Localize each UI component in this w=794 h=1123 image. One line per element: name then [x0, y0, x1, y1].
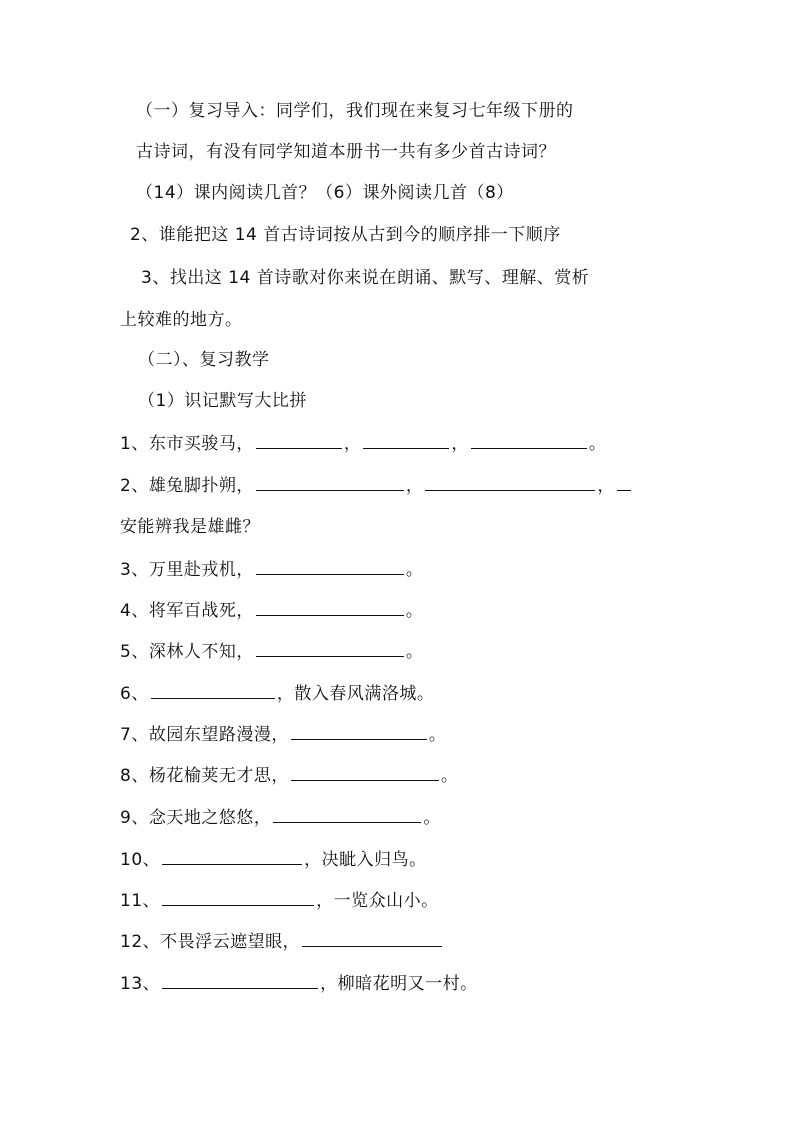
item-10 — [120, 848, 427, 871]
item-9-end: 。 — [423, 808, 441, 828]
intro-line-3: （14）课内阅读几首？（6）课外阅读几首（8） — [136, 183, 514, 203]
item-7 — [120, 723, 446, 746]
item-3 — [120, 558, 423, 581]
item-2-prompt: 2、雄兔脚扑朔， — [120, 476, 254, 496]
item-7-prompt: 7、故园东望路漫漫， — [120, 725, 289, 745]
answer-blank[interactable] — [425, 474, 595, 491]
item-13-post: ，柳暗花明又一村。 — [320, 974, 478, 994]
item-9 — [120, 806, 441, 829]
item-11 — [120, 889, 439, 912]
answer-blank[interactable] — [363, 432, 449, 449]
item-1-prompt: 1、东市买骏马， — [120, 434, 254, 454]
item-12-prompt: 12、不畏浮云遮望眼， — [120, 932, 301, 952]
section-subtitle: （1）识记默写大比拼 — [138, 391, 307, 411]
item-2 — [120, 474, 633, 497]
answer-blank[interactable] — [302, 930, 442, 947]
item-13-prompt: 13、 — [120, 974, 161, 994]
answer-blank[interactable] — [151, 682, 275, 699]
item-11-prompt: 11、 — [120, 891, 161, 911]
item-1-sep-2: ， — [451, 434, 469, 454]
item-4 — [120, 599, 423, 622]
item-1-end: 。 — [588, 434, 607, 454]
item-11-post: ，一览众山小。 — [316, 891, 439, 911]
answer-blank[interactable] — [617, 474, 631, 491]
item-5 — [120, 640, 423, 663]
item-4-prompt: 4、将军百战死， — [120, 601, 254, 621]
intro-line-1: （一）复习导入：同学们，我们现在来复习七年级下册的 — [136, 101, 574, 121]
item-10-prompt: 10、 — [120, 850, 161, 870]
item-8-prompt: 8、杨花榆荚无才思， — [120, 766, 289, 786]
item-3-end: 。 — [405, 560, 424, 580]
answer-blank[interactable] — [256, 599, 404, 616]
item-8 — [120, 764, 458, 787]
item-1 — [120, 432, 606, 455]
item-9-prompt: 9、念天地之悠悠， — [120, 808, 272, 828]
answer-blank[interactable] — [291, 723, 427, 740]
item-6-prompt: 6、 — [120, 684, 149, 704]
item-5-end: 。 — [405, 642, 424, 662]
answer-blank[interactable] — [162, 889, 314, 906]
item-13 — [120, 972, 478, 995]
answer-blank[interactable] — [162, 848, 302, 865]
item-7-end: 。 — [428, 725, 447, 745]
answer-blank[interactable] — [471, 432, 587, 449]
answer-blank[interactable] — [291, 764, 439, 781]
item-6 — [120, 682, 434, 705]
answer-blank[interactable] — [256, 432, 342, 449]
item-2-continuation: 安能辨我是雄雌？ — [120, 517, 260, 537]
item-8-end: 。 — [440, 766, 459, 786]
item-12 — [120, 930, 444, 953]
question-3-line-1: 3、找出这 14 首诗歌对你来说在朗诵、默写、理解、赏析 — [141, 268, 590, 288]
item-6-post: ，散入春风满洛城。 — [276, 684, 435, 704]
answer-blank[interactable] — [256, 558, 404, 575]
item-1-sep-1: ， — [343, 434, 362, 454]
intro-line-2: 古诗词，有没有同学知道本册书一共有多少首古诗词？ — [136, 142, 556, 162]
item-4-end: 。 — [405, 601, 424, 621]
item-2-sep-1: ， — [405, 476, 424, 496]
answer-blank[interactable] — [162, 972, 318, 989]
answer-blank[interactable] — [273, 806, 421, 823]
answer-blank[interactable] — [256, 640, 404, 657]
item-3-prompt: 3、万里赴戎机， — [120, 560, 254, 580]
item-2-sep-2: ， — [597, 476, 615, 496]
item-5-prompt: 5、深林人不知， — [120, 642, 254, 662]
section-title: （二）、复习教学 — [138, 350, 270, 370]
item-10-post: ，决眦入归鸟。 — [304, 850, 427, 870]
answer-blank[interactable] — [256, 474, 404, 491]
question-3-line-2: 上较难的地方。 — [120, 310, 243, 330]
question-2: 2、谁能把这 14 首古诗词按从古到今的顺序排一下顺序 — [130, 225, 561, 245]
